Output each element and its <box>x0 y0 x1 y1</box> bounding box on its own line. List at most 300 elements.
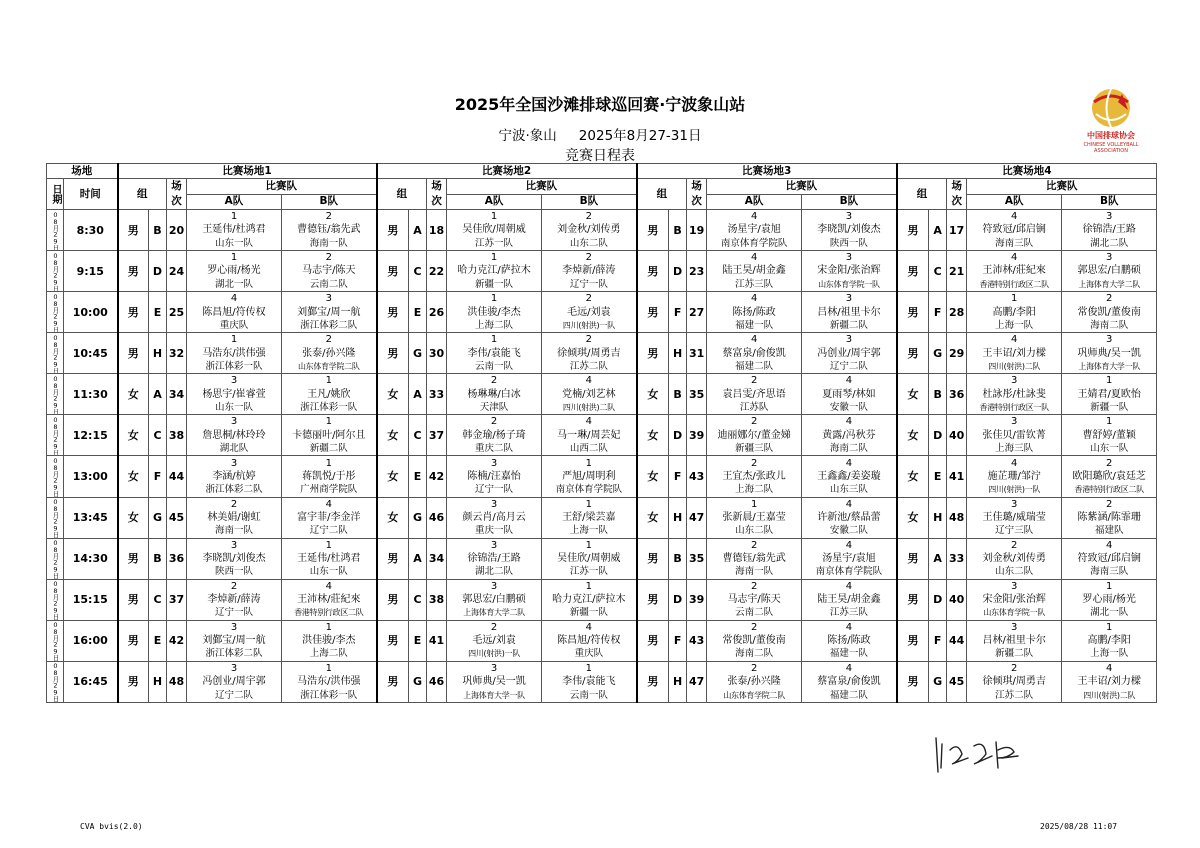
team-b-header: B队 <box>282 194 377 210</box>
team-a-cell <box>707 538 802 579</box>
gender: 女 <box>118 415 149 456</box>
team-a-cell <box>447 538 542 579</box>
gender: 女 <box>377 456 409 497</box>
team-seed: 2 <box>585 293 593 305</box>
team-unit: 四川(射洪)一队 <box>988 485 1041 495</box>
team-a-cell <box>447 210 542 251</box>
gender: 男 <box>897 661 929 702</box>
team-players: 王宜杰/张政儿 <box>722 470 786 482</box>
match-number: 42 <box>167 620 187 661</box>
team-b-cell <box>1062 456 1157 497</box>
team-unit: 重庆队 <box>219 319 249 331</box>
match-number: 25 <box>167 292 187 333</box>
team-unit: 江苏一队 <box>569 566 608 578</box>
team-unit: 重庆二队 <box>475 443 514 455</box>
court-1-header: 比赛场地1 <box>118 164 377 179</box>
team-seed: 2 <box>230 580 238 592</box>
team-players: 欧阳璐欣/袁廷芝 <box>1072 470 1146 482</box>
schedule-row <box>47 661 1157 702</box>
team-b-cell <box>542 415 637 456</box>
team-b-cell <box>542 579 637 620</box>
team-players: 李晓凯/刘俊杰 <box>202 553 266 565</box>
team-seed: 1 <box>750 498 758 510</box>
team-a-cell <box>967 333 1062 374</box>
group-letter: E <box>409 292 427 333</box>
team-players: 王延伟/杜鸿君 <box>202 224 266 236</box>
team-a-cell <box>187 415 282 456</box>
match-number: 39 <box>687 415 707 456</box>
team-b-cell <box>1062 497 1157 538</box>
team-players: 刘鄞宝/周一航 <box>297 306 361 318</box>
team-unit: 江苏二队 <box>995 689 1034 701</box>
team-b-cell <box>1062 251 1157 292</box>
schedule-row <box>47 292 1157 333</box>
gender: 女 <box>637 415 669 456</box>
team-b-cell <box>282 374 377 415</box>
schedule-row <box>47 456 1157 497</box>
team-seed: 3 <box>1011 375 1018 387</box>
gender: 女 <box>897 415 929 456</box>
team-players: 迪丽娜尔/董金娣 <box>717 429 791 441</box>
event-dates: 2025年8月27-31日 <box>578 128 702 144</box>
group-letter: F <box>669 620 687 661</box>
gender: 女 <box>118 374 149 415</box>
team-players: 马志宇/陈天 <box>302 265 356 277</box>
team-seed: 3 <box>845 334 853 346</box>
team-unit: 山东二队 <box>735 525 774 537</box>
match-number: 35 <box>687 374 707 415</box>
match-time: 10:00 <box>64 292 118 333</box>
team-b-cell <box>282 210 377 251</box>
match-time: 8:30 <box>64 210 118 251</box>
gender: 男 <box>377 620 409 661</box>
gender: 女 <box>118 497 149 538</box>
match-time: 13:45 <box>64 497 118 538</box>
team-unit: 新疆一队 <box>475 278 514 290</box>
team-seed: 4 <box>325 580 332 592</box>
team-unit: 湖北二队 <box>1090 237 1129 249</box>
team-players: 韩金瑜/杨子琦 <box>462 429 526 441</box>
team-unit: 香港特别行政区一队 <box>979 403 1049 412</box>
gender: 女 <box>377 497 409 538</box>
team-unit: 香港特别行政区二队 <box>294 608 364 618</box>
team-players: 李涵/杭婷 <box>212 470 256 482</box>
group-letter: F <box>669 292 687 333</box>
group-letter: A <box>409 210 427 251</box>
team-seed: 3 <box>1011 621 1018 633</box>
gender: 男 <box>377 538 409 579</box>
team-seed: 4 <box>1011 334 1018 346</box>
team-unit: 海南一队 <box>735 566 774 578</box>
team-unit: 新疆一队 <box>1090 402 1129 413</box>
match-number: 18 <box>427 210 447 251</box>
team-a-header: A队 <box>967 194 1062 210</box>
team-seed: 2 <box>1106 293 1113 305</box>
team-unit: 上海体育大学二队 <box>1078 279 1140 289</box>
group-letter: F <box>669 456 687 497</box>
team-unit: 山东二队 <box>569 237 608 249</box>
team-seed: 3 <box>230 621 238 633</box>
gender: 女 <box>637 374 669 415</box>
team-unit: 山东一队 <box>1090 443 1129 455</box>
team-players: 卡德丽叶/阿尔且 <box>292 429 366 441</box>
team-seed: 2 <box>325 211 332 223</box>
team-players: 张佳贝/雷钦菁 <box>982 429 1046 441</box>
schedule-row <box>47 620 1157 661</box>
match-number: 43 <box>687 456 707 497</box>
team-seed: 3 <box>325 293 332 305</box>
match-date: 08月29日 <box>47 661 64 702</box>
volleyball-logo-icon <box>1082 84 1140 132</box>
team-b-cell <box>542 456 637 497</box>
team-players: 吕林/祖里卡尔 <box>982 635 1046 647</box>
team-unit: 海南二队 <box>829 443 868 455</box>
team-unit: 云南一队 <box>475 360 514 372</box>
match-number: 23 <box>687 251 707 292</box>
group-letter: B <box>149 538 167 579</box>
team-unit: 上海三队 <box>995 443 1034 455</box>
team-b-cell <box>282 456 377 497</box>
team-a-cell <box>707 661 802 702</box>
team-seed: 4 <box>845 621 853 633</box>
match-date: 08月29日 <box>47 620 64 661</box>
gender: 男 <box>118 661 149 702</box>
document-title: 2025年全国沙滩排球巡回赛·宁波象山站 <box>454 95 746 114</box>
team-unit: 湖北二队 <box>475 566 514 578</box>
teams-header: 比赛队 <box>967 179 1157 195</box>
group-letter: H <box>149 661 167 702</box>
team-b-header: B队 <box>542 194 637 210</box>
team-seed: 4 <box>585 621 593 633</box>
group-letter: G <box>409 333 427 374</box>
team-b-cell <box>542 538 637 579</box>
team-players: 洪佳骏/李杰 <box>302 635 356 647</box>
team-unit: 云南二队 <box>735 607 774 619</box>
group-letter: B <box>669 210 687 251</box>
team-unit: 浙江体彩一队 <box>300 402 358 413</box>
team-b-cell <box>802 538 897 579</box>
team-players: 符致冠/邱启锎 <box>982 224 1046 236</box>
team-a-cell <box>447 374 542 415</box>
team-seed: 2 <box>750 457 758 469</box>
match-date: 08月29日 <box>47 415 64 456</box>
team-seed: 3 <box>1011 416 1018 428</box>
team-b-cell <box>282 620 377 661</box>
team-a-cell <box>967 538 1062 579</box>
match-time: 15:15 <box>64 579 118 620</box>
team-unit: 福建一队 <box>735 319 774 331</box>
group-header: 组 <box>118 179 167 210</box>
gender: 男 <box>897 620 929 661</box>
match-number: 36 <box>167 538 187 579</box>
team-b-cell <box>542 661 637 702</box>
team-seed: 3 <box>490 457 498 469</box>
schedule-row <box>47 579 1157 620</box>
gender: 男 <box>377 333 409 374</box>
schedule-row <box>47 251 1157 292</box>
court-3-header: 比赛场地3 <box>637 164 897 179</box>
match-date: 08月29日 <box>47 374 64 415</box>
team-unit: 湖北队 <box>219 443 249 455</box>
team-seed: 3 <box>230 662 238 674</box>
match-number: 30 <box>427 333 447 374</box>
team-a-header: A队 <box>447 194 542 210</box>
team-a-cell <box>447 456 542 497</box>
team-b-cell <box>542 497 637 538</box>
match-date: 08月29日 <box>47 251 64 292</box>
team-a-cell <box>187 251 282 292</box>
team-unit: 广州商学院队 <box>300 484 358 496</box>
gender: 男 <box>637 210 669 251</box>
group-letter: F <box>149 456 167 497</box>
schedule-row <box>47 210 1157 251</box>
header-row-teams <box>47 194 1157 210</box>
team-players: 巩师典/吴一凯 <box>462 676 526 688</box>
team-players: 高鹏/李阳 <box>1087 635 1131 647</box>
team-seed: 1 <box>230 334 238 346</box>
team-players: 冯创业/周宇郭 <box>817 347 881 359</box>
court-2-header: 比赛场地2 <box>377 164 637 179</box>
team-players: 施芷珊/邹泞 <box>987 470 1041 482</box>
team-b-cell <box>1062 292 1157 333</box>
match-time: 11:30 <box>64 374 118 415</box>
team-seed: 4 <box>1106 662 1113 674</box>
team-players: 曹德钰/翁先武 <box>722 553 786 565</box>
match-number: 32 <box>167 333 187 374</box>
team-unit: 陕西一队 <box>829 237 868 249</box>
team-players: 郭思宏/白鹏硕 <box>1077 265 1141 277</box>
team-players: 王舒/梁芸嘉 <box>562 511 616 523</box>
team-players: 王丰诏/刘力樑 <box>982 347 1046 359</box>
match-number: 39 <box>687 579 707 620</box>
team-players: 罗心雨/杨光 <box>207 265 261 277</box>
footer-version: CVA bvis(2.0) <box>80 822 143 831</box>
team-players: 汤星宇/袁旭 <box>727 224 781 236</box>
match-number: 33 <box>427 374 447 415</box>
team-a-cell <box>967 415 1062 456</box>
team-b-cell <box>282 579 377 620</box>
group-letter: E <box>409 620 427 661</box>
team-players: 符致冠/邱启锎 <box>1077 553 1141 565</box>
match-number: 48 <box>947 497 967 538</box>
team-players: 李焯新/薛涛 <box>207 594 261 606</box>
team-a-cell <box>707 292 802 333</box>
team-unit: 江苏二队 <box>569 360 608 372</box>
team-unit: 四川(射洪)一队 <box>562 320 615 330</box>
team-seed: 1 <box>585 539 593 551</box>
match-number: 34 <box>427 538 447 579</box>
team-a-cell <box>967 661 1062 702</box>
group-letter: C <box>409 579 427 620</box>
gender: 男 <box>377 292 409 333</box>
team-a-cell <box>187 210 282 251</box>
team-seed: 3 <box>1106 211 1113 223</box>
team-b-cell <box>802 415 897 456</box>
team-players: 常俊凯/董俊南 <box>1077 306 1141 318</box>
match-number: 35 <box>687 538 707 579</box>
team-seed: 4 <box>845 375 853 387</box>
match-time: 13:00 <box>64 456 118 497</box>
group-letter: F <box>929 620 947 661</box>
group-letter: G <box>929 333 947 374</box>
team-a-cell <box>187 579 282 620</box>
team-seed: 1 <box>490 211 498 223</box>
team-seed: 2 <box>1106 498 1113 510</box>
gender: 女 <box>897 497 929 538</box>
team-unit: 山东体育学院二队 <box>297 361 360 371</box>
schedule-row <box>47 538 1157 579</box>
group-letter: H <box>669 497 687 538</box>
team-seed: 3 <box>1011 580 1018 592</box>
team-a-cell <box>187 538 282 579</box>
team-a-cell <box>187 292 282 333</box>
team-unit: 山东体育学院二队 <box>723 690 785 700</box>
team-players: 袁吕雯/齐思语 <box>722 388 786 400</box>
gender: 女 <box>897 456 929 497</box>
match-date: 08月29日 <box>47 579 64 620</box>
team-seed: 4 <box>585 375 593 387</box>
team-players: 王沛林/莊紀來 <box>982 265 1046 277</box>
team-seed: 3 <box>1106 334 1113 346</box>
match-number: 37 <box>167 579 187 620</box>
cva-logo <box>1082 84 1140 160</box>
team-unit: 上海体育大学一队 <box>463 690 525 700</box>
gender: 女 <box>637 497 669 538</box>
team-unit: 上海二队 <box>309 648 348 660</box>
team-unit: 南京体育学院队 <box>815 566 883 578</box>
team-unit: 浙江体彩二队 <box>205 484 263 496</box>
team-unit: 新疆二队 <box>829 319 868 331</box>
gender: 男 <box>118 538 149 579</box>
team-a-cell <box>707 620 802 661</box>
team-unit: 安徽二队 <box>829 525 868 537</box>
team-a-cell <box>447 497 542 538</box>
team-b-cell <box>1062 579 1157 620</box>
match-number: 44 <box>167 456 187 497</box>
team-players: 洪佳骏/李杰 <box>467 306 521 318</box>
team-seed: 4 <box>845 580 853 592</box>
team-unit: 山东一队 <box>214 237 253 249</box>
team-seed: 3 <box>230 539 238 551</box>
group-letter: D <box>149 251 167 292</box>
team-unit: 福建一队 <box>829 648 868 660</box>
team-players: 李伟/袁能飞 <box>467 347 521 359</box>
team-unit: 山东三队 <box>829 484 868 496</box>
team-seed: 1 <box>585 498 593 510</box>
team-a-cell <box>967 579 1062 620</box>
team-players: 陈扬/陈政 <box>732 306 776 318</box>
team-players: 汤星宇/袁旭 <box>822 553 876 565</box>
match-number: 33 <box>947 538 967 579</box>
group-letter: G <box>149 497 167 538</box>
team-seed: 3 <box>845 252 853 264</box>
team-players: 李晓凯/刘俊杰 <box>817 224 881 236</box>
gender: 男 <box>897 538 929 579</box>
team-players: 陆王昊/胡金鑫 <box>817 594 881 606</box>
match-date: 08月29日 <box>47 210 64 251</box>
gender: 男 <box>637 538 669 579</box>
team-unit: 上海一队 <box>1090 648 1129 660</box>
team-seed: 4 <box>750 334 758 346</box>
team-unit: 安徽一队 <box>829 402 868 413</box>
team-seed: 2 <box>1106 457 1113 469</box>
team-a-cell <box>967 497 1062 538</box>
group-letter: E <box>929 456 947 497</box>
match-number: 36 <box>947 374 967 415</box>
team-seed: 2 <box>1011 662 1018 674</box>
match-time: 16:45 <box>64 661 118 702</box>
team-players: 哈力克江/萨拉木 <box>552 594 626 606</box>
gender: 男 <box>118 333 149 374</box>
team-seed: 2 <box>585 334 593 346</box>
team-players: 颜云肖/高月云 <box>462 511 526 523</box>
team-players: 徐倾琪/周勇吉 <box>982 676 1046 688</box>
group-letter: C <box>409 415 427 456</box>
team-unit: 海南三队 <box>995 237 1034 249</box>
team-seed: 3 <box>490 498 498 510</box>
team-players: 曹舒婷/董颖 <box>1082 429 1136 441</box>
team-players: 王鑫鑫/姜姿璇 <box>817 470 881 482</box>
team-unit: 福建二队 <box>735 360 774 372</box>
team-players: 冯创业/周宇郭 <box>202 676 266 688</box>
team-seed: 1 <box>1106 416 1113 428</box>
team-seed: 2 <box>325 334 332 346</box>
group-letter: H <box>669 661 687 702</box>
team-players: 罗心雨/杨光 <box>1082 594 1136 606</box>
gender: 男 <box>897 579 929 620</box>
match-number: 43 <box>687 620 707 661</box>
match-number: 17 <box>947 210 967 251</box>
team-b-cell <box>1062 333 1157 374</box>
schedule-table <box>46 163 1157 703</box>
document-subtitle <box>0 124 1200 144</box>
match-time: 9:15 <box>64 251 118 292</box>
team-players: 刘金秋/刘传勇 <box>982 553 1046 565</box>
group-letter: E <box>149 292 167 333</box>
match-time: 14:30 <box>64 538 118 579</box>
team-seed: 1 <box>585 662 593 674</box>
team-unit: 上海体育大学一队 <box>1078 361 1140 371</box>
team-seed: 2 <box>750 539 758 551</box>
team-seed: 2 <box>490 375 498 387</box>
team-unit: 山东一队 <box>309 566 348 578</box>
team-seed: 3 <box>230 457 238 469</box>
team-b-header: B队 <box>802 194 897 210</box>
team-b-cell <box>282 333 377 374</box>
team-b-cell <box>282 415 377 456</box>
team-b-cell <box>282 538 377 579</box>
gender: 男 <box>118 292 149 333</box>
team-a-cell <box>707 497 802 538</box>
match-header: 场次 <box>167 179 187 210</box>
gender: 男 <box>637 579 669 620</box>
team-b-cell <box>802 497 897 538</box>
team-b-cell <box>802 374 897 415</box>
gender: 女 <box>377 415 409 456</box>
group-letter: B <box>929 374 947 415</box>
team-b-cell <box>1062 374 1157 415</box>
table-header <box>47 164 1157 210</box>
match-number: 40 <box>947 579 967 620</box>
group-letter: D <box>669 579 687 620</box>
team-unit: 浙江体彩一队 <box>300 689 358 701</box>
match-header: 场次 <box>947 179 967 210</box>
team-unit: 上海体育大学二队 <box>463 608 525 618</box>
team-players: 王佳璐/威瑞莹 <box>982 511 1046 523</box>
match-number: 27 <box>687 292 707 333</box>
team-unit: 辽宁二队 <box>829 360 868 372</box>
team-seed: 4 <box>845 539 853 551</box>
